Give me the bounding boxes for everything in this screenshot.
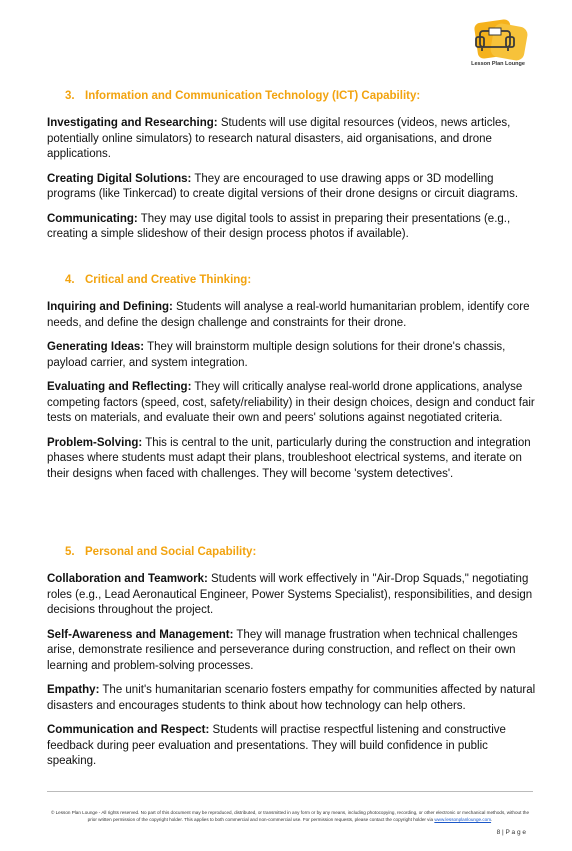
section-critical-creative-thinking: [47, 274, 537, 491]
footer-divider: [47, 791, 533, 792]
website-link[interactable]: www.lessonplanlounge.com: [434, 817, 492, 822]
paragraph-problem-solving: Problem-Solving: This is central to the unit, particularly during the construction and integration phases where students must adapt their plans, troubleshoot electrical systems, and iterate on their designs when faced with challenges. They will become 'system detectives'.: [47, 436, 531, 480]
paragraph-self-awareness: Self-Awareness and Management: They will manage frustration when technical challenges arise, demonstrate resilience and perseverance during construction, and reflect on their own learning and problem-solving processes.: [47, 628, 518, 672]
paragraph-empathy: Empathy: The unit's humanitarian scenario fosters empathy for communities affected by natural disasters and encourages students to think about how technology can help others.: [47, 684, 536, 712]
section-heading: 4. Critical and Creative Thinking:: [65, 274, 252, 286]
paragraph-creating-digital-solutions: Creating Digital Solutions: They are encouraged to use drawing apps or 3D modelling programs (like Tinkercad) to create digital versions of their drone designs or circuit diagrams.: [47, 172, 519, 200]
logo-wordmark: Lesson Plan Lounge: [471, 61, 525, 67]
section-heading: 3. Information and Communication Technology (ICT) Capability:: [65, 90, 421, 102]
paragraph-investigating: Investigating and Researching: Students will use digital resources (videos, news articles, potentially online simulators) to research natural disasters, aid organisations, and drone applications.: [47, 117, 511, 160]
paragraph-communication-respect: Communication and Respect: Students will practise respectful listening and constructive feedback during peer evaluation and presentations. They will build confidence in public speaking.: [47, 724, 506, 767]
paragraph-evaluating: Evaluating and Reflecting: They will critically analyse real-world drone applications, analyse competing factors (speed, cost, safety/reliability) in their design choices, design and conduct fair tests on materials, and evaluate their own and peers' solutions against negotiated criteria.: [47, 381, 535, 424]
copyright-footer: © Lesson Plan Lounge - All rights reserved. No part of this document may be reproduced, distributed, or transmitted in any form or by any means, including photocopying, recording, or other electronic or mechanical methods, without the prior written permission of the copyright holder. This applies to both commercial and non-commercial use. For permission requests, please contact the copyright holder via www.lessonplanlounge.com.: [50, 810, 530, 822]
paragraph-generating-ideas: Generating Ideas: They will brainstorm multiple design solutions for their drone's chassis, payload carrier, and system integration.: [47, 341, 506, 369]
paragraph-communicating: Communicating: They may use digital tools to assist in preparing their presentations (e.g., creating a simple slideshow of their design process photos if available).: [47, 212, 511, 240]
page-number: 8 | P a g e: [496, 829, 526, 836]
section-heading: 5. Personal and Social Capability:: [65, 546, 257, 558]
paragraph-inquiring: Inquiring and Defining: Students will analyse a real-world humanitarian problem, identify core needs, and define the design challenge and constraints for their drone.: [47, 301, 530, 329]
section-personal-social-capability: [47, 546, 537, 779]
section-ict-capability: [47, 90, 537, 252]
paragraph-collaboration: Collaboration and Teamwork: Students will work effectively in "Air-Drop Squads," negotiating roles (e.g., Lead Aeronautical Engineer, Power Systems Specialist), responsibilities, and design decisions throughout the project.: [47, 573, 533, 616]
